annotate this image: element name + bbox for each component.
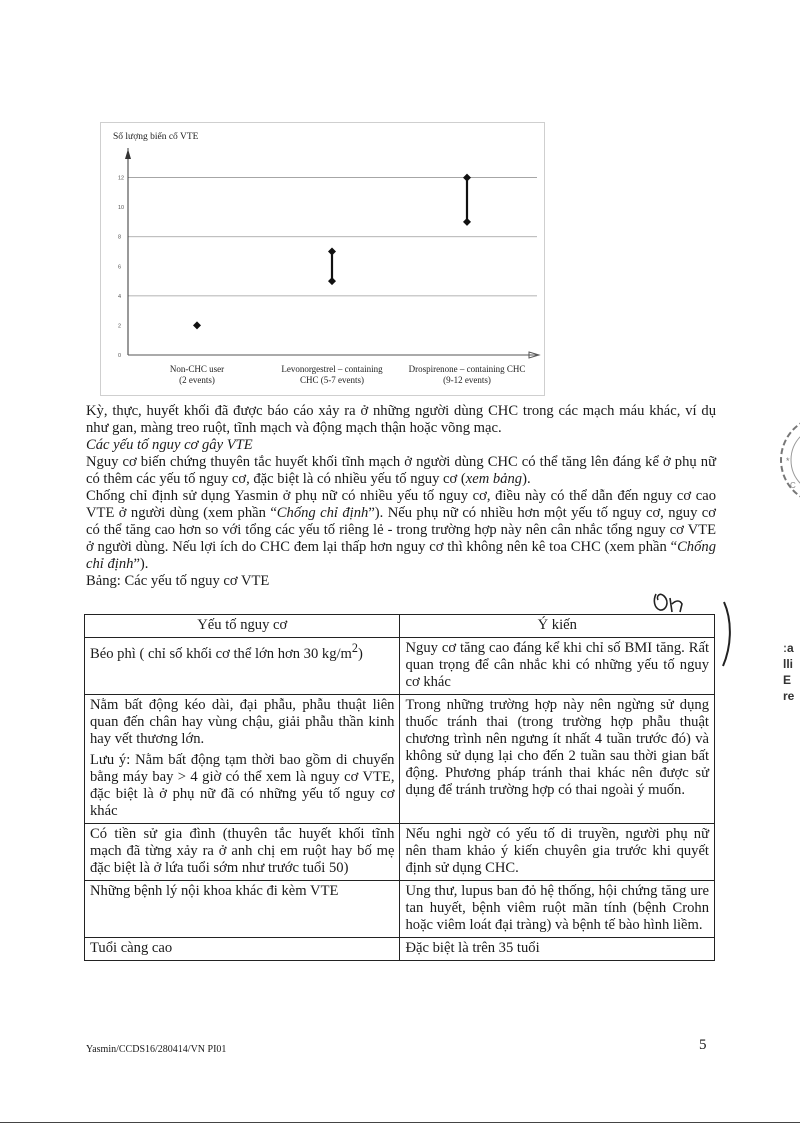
data-point-marker [328, 248, 336, 256]
risk-factor-cell: Những bệnh lý nội khoa khác đi kèm VTE [85, 881, 400, 938]
opinion-cell: Ung thư, lupus ban đỏ hệ thống, hội chứng tăng ure tan huyết, bệnh viêm ruột mãn tính (bệnh Crohn hoặc viêm loát đại tràng) và bệnh tế bào hình liềm. [400, 881, 715, 938]
table-row [85, 881, 715, 938]
superscript: 2 [351, 641, 358, 655]
table-row [85, 938, 715, 961]
risk-factor-cell: Tuổi càng cao [85, 938, 400, 961]
contraindication-ref-2: Chống chỉ định [86, 539, 716, 572]
body-section [86, 403, 716, 590]
data-point-marker [463, 218, 471, 226]
see-table-ref: xem bảng [465, 471, 523, 487]
opinion-cell: Nếu nghi ngờ có yếu tố di truyền, người phụ nữ nên tham khảo ý kiến chuyên gia trước khi quyết định sử dụng CHC. [400, 824, 715, 881]
obesity-text: Béo phì ( chỉ số khối cơ thể lớn hơn 30 kg/m [90, 645, 352, 662]
data-point-marker [193, 321, 201, 329]
y-tick-label: 4 [118, 293, 122, 300]
x-category-label: CHC (5-7 events) [300, 375, 364, 385]
y-tick-label: 8 [118, 234, 122, 241]
chart-x-labels [170, 364, 525, 385]
x-category-label: Drospirenone – containing CHC [408, 364, 526, 374]
opinion-cell: Đặc biệt là trên 35 tuổi [400, 938, 715, 961]
chart-svg [101, 123, 544, 395]
x-category-label: Levonorgestrel – containing [281, 364, 383, 374]
page-number: 5 [699, 1037, 707, 1053]
handwritten-initials [650, 590, 690, 616]
para2-end: ). [522, 471, 531, 487]
cut-off-edge-text: ːa lli E re [783, 641, 795, 703]
paragraph-risk-increase [86, 454, 716, 488]
paragraph-contraindication [86, 488, 716, 573]
header-risk-factor: Yếu tố nguy cơ [85, 615, 400, 638]
svg-text:C: C [790, 481, 796, 490]
section-heading-vte-risk: Các yếu tố nguy cơ gây VTE [86, 437, 253, 453]
svg-text:*: * [786, 456, 790, 466]
x-category-label: (9-12 events) [443, 375, 491, 385]
chart-marks [193, 174, 471, 330]
table-row [85, 695, 715, 824]
paragraph-thrombosis-sites: Kỳ, thực, huyết khối đã được báo cáo xảy ra ở những người dùng CHC trong các mạch máu khác, ví dụ như gan, màng treo ruột, tĩnh mạch và động mạch thận hoặc võng mạc. [86, 403, 716, 436]
contraindication-ref-1: Chống chỉ định [276, 505, 369, 521]
para2-text: Nguy cơ biến chứng thuyên tắc huyết khối tĩnh mạch ở người dùng CHC có thể tăng lên đáng kể ở phụ nữ có thêm các yếu tố nguy cơ, đặc biệt là có nhiều yếu tố nguy cơ ( [86, 454, 716, 487]
table-header-row [85, 615, 715, 638]
risk-factor-table [84, 614, 715, 961]
y-tick-label: 10 [118, 205, 125, 212]
risk-factor-cell [85, 695, 400, 824]
para3-text-b: ”). Nếu phụ nữ có nhiều hơn một yếu tố nguy cơ, nguy cơ có thể tăng cao hơn so với tổng các yếu tố riêng lẻ - trong trường hợp này nên cân nhắc tổng nguy cơ VTE ở người dùng. Nếu lợi ích do CHC đem lại thấp hơn nguy cơ thì không nên kê toa CHC (xem phần “ [86, 505, 716, 555]
data-point-marker [463, 174, 471, 182]
header-opinion: Ý kiến [400, 615, 715, 638]
risk-factor-cell [85, 638, 400, 695]
chart-title: Số lượng biến cố VTE [113, 132, 199, 142]
para3-text-c: ”). [133, 556, 149, 572]
y-tick-label: 0 [118, 353, 122, 359]
data-point-marker [328, 277, 336, 285]
x-category-label: (2 events) [179, 375, 215, 385]
para3-text-a: Chống chỉ định sử dụng Yasmin ở phụ nữ có nhiều yếu tố nguy cơ, điều này có thể dẫn đến nguy cơ cao VTE ở người dùng (xem phần “ [86, 488, 716, 521]
obesity-text-end: ) [357, 645, 363, 662]
y-tick-label: 12 [118, 175, 125, 182]
immobilization-note: Lưu ý: Nằm bất động tạm thời bao gồm di chuyển bằng máy bay > 4 giờ có thể xem là nguy cơ VTE, đặc biệt là ở phụ nữ đã có những yếu tố nguy cơ khác [90, 752, 395, 819]
vte-chart [100, 122, 545, 396]
opinion-cell: Trong những trường hợp này nên ngừng sử dụng thuốc tránh thai (trong trường hợp phẫu thuật chương trình nên ngưng ít nhất 4 tuần trước đó) và không sử dụng lại cho đến 2 tuần sau thời gian bất động. Phương pháp tránh thai khác nên được sử dụng để tránh trường hợp có thai ngoài ý muốn. [400, 695, 715, 824]
table-row [85, 638, 715, 695]
y-tick-label: 6 [118, 264, 122, 271]
opinion-cell: Nguy cơ tăng cao đáng kể khi chỉ số BMI tăng. Rất quan trọng để cân nhắc khi có những yếu tố nguy cơ khác [400, 638, 715, 695]
table-caption: Bảng: Các yếu tố nguy cơ VTE [86, 573, 270, 589]
y-axis-arrow [125, 149, 131, 159]
table-row [85, 824, 715, 881]
document-code: Yasmin/CCDS16/280414/VN PI01 [86, 1044, 227, 1055]
bottom-rule [0, 1122, 800, 1123]
official-stamp [770, 410, 800, 510]
margin-bracket-mark [720, 600, 736, 670]
y-tick-label: 2 [118, 323, 122, 330]
risk-factor-cell: Có tiền sử gia đình (thuyên tắc huyết khối tĩnh mạch đã từng xảy ra ở anh chị em ruột hay bố mẹ đặc biệt là ở lứa tuổi sớm như trước tuổi 50) [85, 824, 400, 881]
chart-y-ticks [118, 176, 124, 359]
immobilization-text: Nằm bất động kéo dài, đại phẫu, phẫu thuật liên quan đến chân hay vùng chậu, giải phẫu thần kinh hay vết thương lớn. [90, 697, 395, 747]
x-category-label: Non-CHC user [169, 364, 225, 374]
